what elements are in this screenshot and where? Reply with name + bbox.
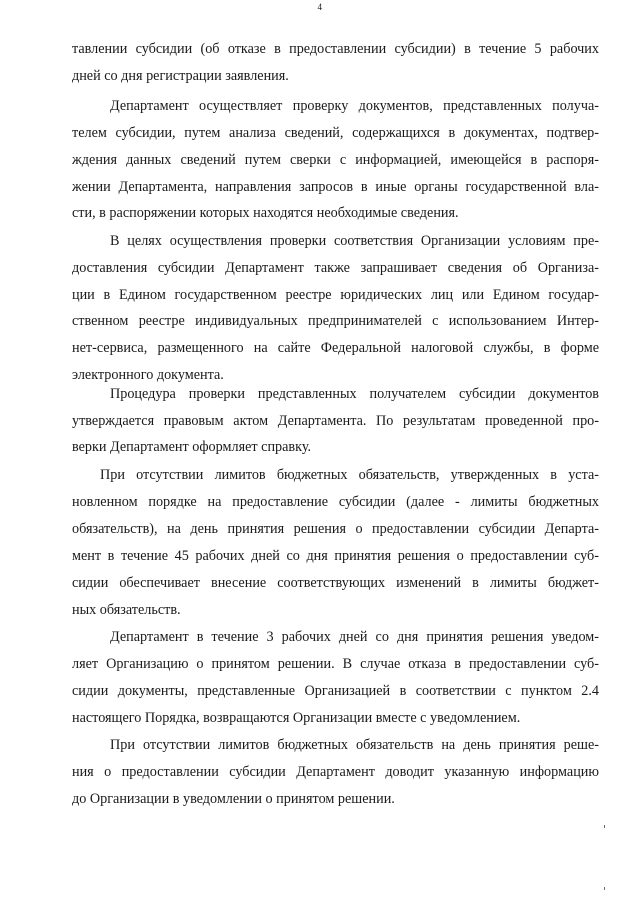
text-line: ции в Едином государственном реестре юридических лиц или Едином государ- — [72, 287, 599, 303]
text-line: верки Департамент оформляет справку. — [72, 439, 312, 455]
text-line: до Организации в уведомлении о принятом решении. — [72, 791, 395, 807]
text-line: ния о предоставлении субсидии Департамент доводит указанную информацию — [72, 764, 599, 780]
text-line: мент в течение 45 рабочих дней со дня принятия решения о предоставлении суб- — [72, 548, 599, 564]
text-line: электронного документа. — [72, 367, 224, 383]
text-line: При отсутствии лимитов бюджетных обязательств, утвержденных в уста- — [100, 467, 599, 483]
text-line: ждения данных сведений путем сверки с информацией, имеющейся в распоря- — [72, 152, 599, 168]
page-number: 4 — [317, 2, 323, 12]
text-line: тавлении субсидии (об отказе в предоставлении субсидии) в течение 5 рабочих — [72, 41, 599, 57]
text-line: Процедура проверки представленных получателем субсидии документов — [110, 386, 599, 402]
text-line: ных обязательств. — [72, 602, 181, 618]
text-line: сти, в распоряжении которых находятся необходимые сведения. — [72, 205, 459, 221]
text-line: настоящего Порядка, возвращаются Организации вместе с уведомлением. — [72, 710, 521, 726]
text-line: дней со дня регистрации заявления. — [72, 68, 289, 84]
text-line: Департамент в течение 3 рабочих дней со дня принятия решения уведом- — [110, 629, 599, 645]
text-line: При отсутствии лимитов бюджетных обязательств на день принятия реше- — [110, 737, 599, 753]
scan-speck — [604, 887, 605, 890]
text-line: новленном порядке на предоставление субсидии (далее - лимиты бюджетных — [72, 494, 599, 510]
text-line: утверждается правовым актом Департамента. По результатам проведенной про- — [72, 413, 599, 429]
text-line: сидии обеспечивает внесение соответствующих изменений в лимиты бюджет- — [72, 575, 599, 591]
text-line: телем субсидии, путем анализа сведений, содержащихся в документах, подтвер- — [72, 125, 599, 141]
text-line: В целях осуществления проверки соответствия Организации условиям пре- — [110, 233, 599, 249]
text-line: обязательств), на день принятия решения о предоставлении субсидии Департа- — [72, 521, 599, 537]
text-line: нет-сервиса, размещенного на сайте Федеральной налоговой службы, в форме — [72, 340, 599, 356]
text-line: доставления субсидии Департамент также запрашивает сведения об Организа- — [72, 260, 599, 276]
text-line: жении Департамента, направления запросов в иные органы государственной вла- — [72, 179, 599, 195]
text-line: Департамент осуществляет проверку документов, представленных получа- — [110, 98, 599, 114]
text-line: ственном реестре индивидуальных предпринимателей с использованием Интер- — [72, 313, 599, 329]
text-line: сидии документы, представленные Организацией в соответствии с пунктом 2.4 — [72, 683, 599, 699]
scan-speck — [604, 825, 605, 828]
text-line: ляет Организацию о принятом решении. В случае отказа в предоставлении суб- — [72, 656, 599, 672]
